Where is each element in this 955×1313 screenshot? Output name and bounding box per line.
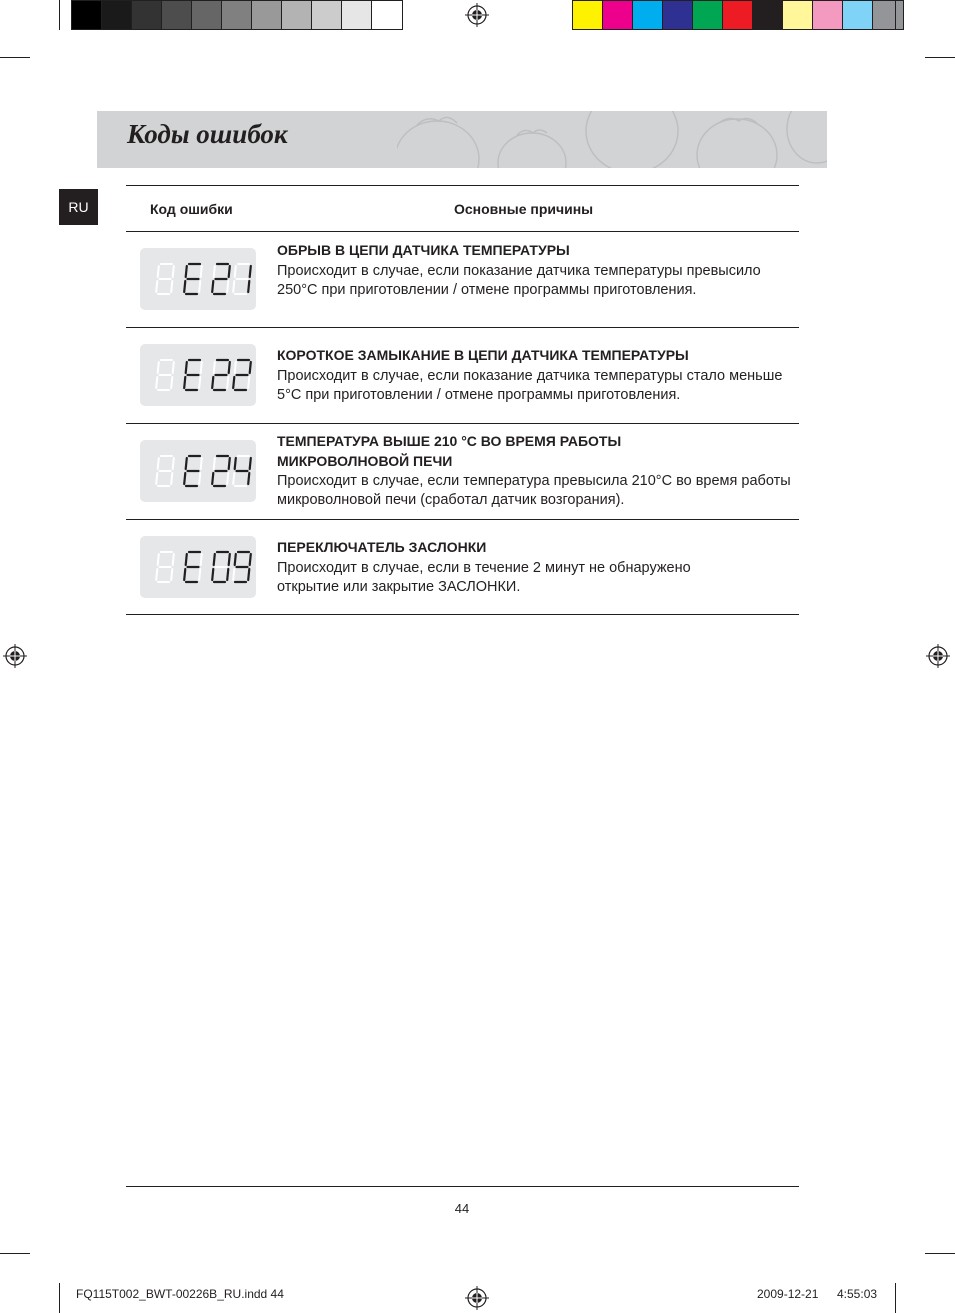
color-swatch: [132, 1, 162, 29]
lcd-segment-off: [158, 266, 159, 277]
print-time: 4:55:03: [837, 1287, 878, 1301]
lcd-segment-on: [212, 377, 213, 388]
registration-mark-icon: [465, 1286, 489, 1310]
lcd-segment-off: [233, 569, 234, 580]
lcd-segment-off: [248, 377, 249, 388]
crop-mark: [0, 1253, 30, 1254]
lcd-segment-on: [250, 362, 251, 373]
error-description: Происходит в случае, если показание датчика температуры превысило 250°С при приготовлении / отмене программы приготовления.: [277, 263, 761, 298]
color-swatch: [372, 1, 402, 29]
print-date: 2009-12-21: [757, 1287, 819, 1301]
lcd-segment-off: [156, 473, 157, 484]
lcd-segment-off: [227, 281, 228, 292]
lcd-error-code: [140, 248, 256, 310]
crop-mark: [895, 1283, 896, 1313]
color-swatch: [843, 1, 873, 29]
lcd-segment-off: [171, 569, 172, 580]
lcd-segment-on: [229, 554, 230, 565]
lcd-segment-off: [173, 266, 174, 277]
lcd-segment-off: [173, 554, 174, 565]
lcd-display-icon: [140, 536, 256, 598]
error-title: ОБРЫВ В ЦЕПИ ДАТЧИКА ТЕМПЕРАТУРЫ: [277, 242, 570, 258]
error-description: Происходит в случае, если показание датчика температуры стало меньше 5°С при приготовлении / отмене программы приготовления.: [277, 368, 783, 403]
lcd-segment-off: [214, 362, 215, 373]
lcd-segment-on: [233, 377, 234, 388]
lcd-display-icon: [140, 344, 256, 406]
lcd-display-icon: [140, 440, 256, 502]
color-swatch: [282, 1, 312, 29]
lcd-segment-on: [229, 266, 230, 277]
lcd-segment-off: [173, 362, 174, 373]
color-swatch: [663, 1, 693, 29]
color-swatch: [192, 1, 222, 29]
color-swatch: [783, 1, 813, 29]
lcd-segment-off: [227, 377, 228, 388]
lcd-error-code: [140, 344, 256, 406]
lcd-segment-on: [235, 458, 236, 469]
page-number: 44: [454, 1201, 470, 1216]
lcd-segment-off: [173, 458, 174, 469]
color-swatch: [72, 1, 102, 29]
color-swatch: [723, 1, 753, 29]
crop-mark: [59, 0, 60, 30]
lcd-segment-on: [212, 569, 213, 580]
color-swatch: [222, 1, 252, 29]
lcd-error-code: [140, 440, 256, 502]
lcd-segment-on: [227, 569, 228, 580]
process-color-bar: [572, 0, 904, 30]
lcd-segment-on: [248, 569, 249, 580]
lcd-display-icon: [140, 248, 256, 310]
error-description: Происходит в случае, если температура превысила 210°С во время работы микроволновой печи (сработал датчик возгорания).: [277, 473, 791, 508]
lcd-error-code: [140, 536, 256, 598]
lcd-segment-off: [171, 377, 172, 388]
lcd-segment-off: [233, 281, 234, 292]
color-swatch: [813, 1, 843, 29]
lcd-segment-on: [186, 266, 187, 277]
vegetable-decoration-icon: [397, 111, 827, 168]
row-divider: [126, 519, 799, 520]
lcd-segment-off: [201, 458, 202, 469]
color-swatch: [633, 1, 663, 29]
error-title: ТЕМПЕРАТУРА ВЫШЕ 210 °С ВО ВРЕМЯ РАБОТЫ МИКРОВОЛНОВОЙ ПЕЧИ: [277, 433, 622, 469]
lcd-segment-off: [201, 554, 202, 565]
header-band: [97, 111, 827, 168]
lcd-segment-off: [199, 569, 200, 580]
lcd-segment-off: [233, 473, 234, 484]
lcd-segment-off: [171, 281, 172, 292]
column-header-code: Код ошибки: [150, 201, 233, 217]
row-divider: [126, 423, 799, 424]
registration-mark-icon: [465, 3, 489, 27]
color-swatch: [162, 1, 192, 29]
column-header-causes: Основные причины: [454, 201, 594, 217]
color-swatch: [693, 1, 723, 29]
lcd-segment-off: [156, 569, 157, 580]
lcd-segment-off: [158, 362, 159, 373]
table-bottom-rule: [126, 614, 799, 615]
language-tab: RU: [59, 189, 98, 225]
lcd-segment-on: [184, 377, 185, 388]
row-divider: [126, 327, 799, 328]
lcd-segment-off: [199, 377, 200, 388]
lcd-segment-off: [235, 362, 236, 373]
error-title: ПЕРЕКЛЮЧАТЕЛЬ ЗАСЛОНКИ: [277, 539, 487, 555]
file-name: FQ115T002_BWT-00226B_RU.indd 44: [76, 1287, 284, 1301]
crop-mark: [925, 1253, 955, 1254]
color-swatch: [753, 1, 783, 29]
crop-mark: [0, 57, 30, 58]
error-title: КОРОТКОЕ ЗАМЫКАНИЕ В ЦЕПИ ДАТЧИКА ТЕМПЕРАТУРЫ: [277, 347, 689, 363]
lcd-segment-off: [158, 458, 159, 469]
color-swatch: [573, 1, 603, 29]
color-swatch: [342, 1, 372, 29]
registration-mark-icon: [926, 644, 950, 668]
lcd-segment-off: [201, 266, 202, 277]
lcd-segment-on: [186, 458, 187, 469]
color-swatch: [102, 1, 132, 29]
lcd-segment-off: [156, 281, 157, 292]
lcd-segment-on: [248, 281, 249, 292]
lcd-segment-on: [235, 554, 236, 565]
grayscale-color-bar: [71, 0, 403, 30]
color-swatch: [312, 1, 342, 29]
color-swatch: [873, 1, 903, 29]
lcd-segment-on: [184, 281, 185, 292]
crop-mark: [59, 1283, 60, 1313]
crop-mark: [895, 0, 896, 30]
table-header-rule: [126, 231, 799, 232]
lcd-segment-off: [235, 266, 236, 277]
lcd-segment-on: [212, 281, 213, 292]
lcd-segment-on: [214, 554, 215, 565]
lcd-segment-on: [212, 473, 213, 484]
lcd-segment-on: [250, 554, 251, 565]
color-swatch: [603, 1, 633, 29]
footer-rule: [126, 1186, 799, 1187]
lcd-segment-off: [158, 554, 159, 565]
lcd-segment-on: [229, 362, 230, 373]
lcd-segment-off: [214, 458, 215, 469]
lcd-segment-on: [184, 569, 185, 580]
error-description: Происходит в случае, если в течение 2 минут не обнаружено открытие или закрытие ЗАСЛОНКИ.: [277, 560, 691, 595]
lcd-segment-off: [201, 362, 202, 373]
lcd-segment-off: [214, 266, 215, 277]
color-swatch: [252, 1, 282, 29]
lcd-segment-off: [199, 281, 200, 292]
lcd-segment-on: [229, 458, 230, 469]
lcd-segment-off: [227, 473, 228, 484]
crop-mark: [925, 57, 955, 58]
registration-mark-icon: [3, 644, 27, 668]
lcd-segment-on: [248, 473, 249, 484]
lcd-segment-on: [186, 362, 187, 373]
lcd-segment-on: [250, 458, 251, 469]
table-top-rule: [126, 185, 799, 186]
lcd-segment-off: [171, 473, 172, 484]
lcd-segment-off: [199, 473, 200, 484]
page-title: Коды ошибок: [127, 119, 288, 149]
lcd-segment-off: [156, 377, 157, 388]
lcd-segment-on: [186, 554, 187, 565]
lcd-segment-on: [184, 473, 185, 484]
lcd-segment-on: [250, 266, 251, 277]
